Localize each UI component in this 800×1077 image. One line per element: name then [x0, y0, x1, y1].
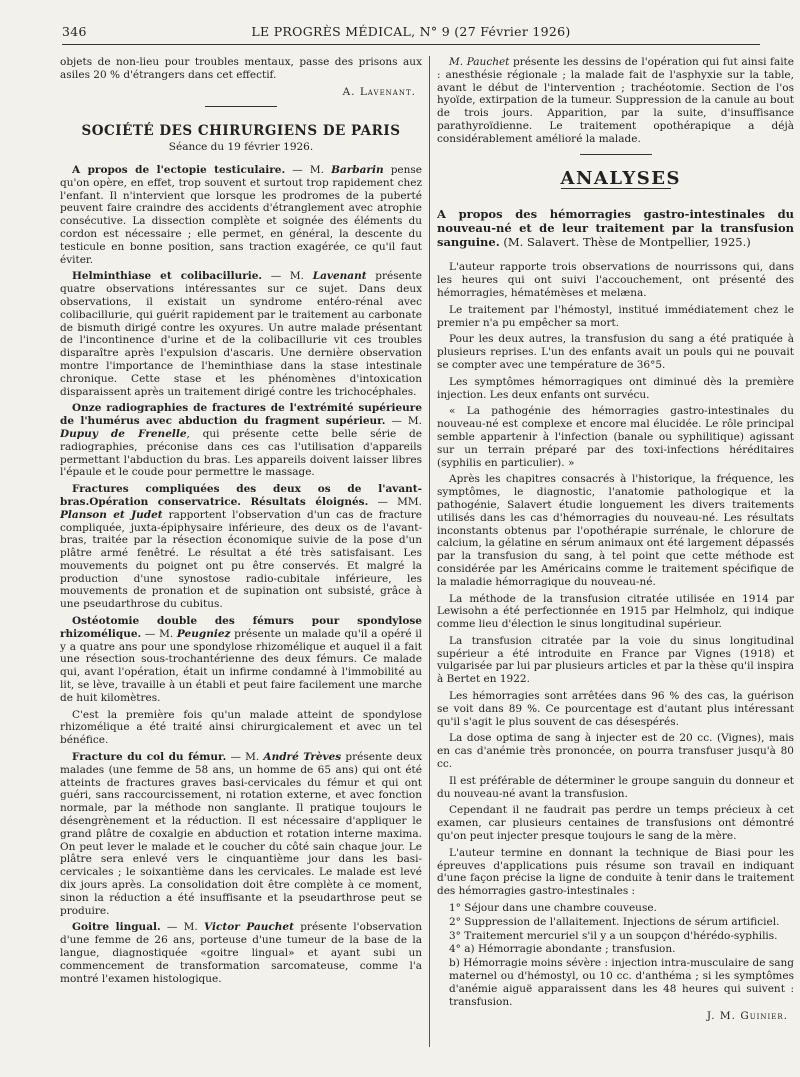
report-goitre: Goitre lingual. — M. Victor Pauchet présente l'observation d'une femme de 26 ans, porteuse d'une tumeur de la base de la langue, diagnostiquée «goitre lingual» et ayant subi un commencement de transformation sarcomateuse, comme l'a montré l'examen histologique.: [60, 921, 422, 985]
paragraph: Pour les deux autres, la transfusion du sang a été pratiquée à plusieurs reprises. L'un des enfants avait un pouls qui ne pouvait se compter avec une température de 36°5.: [437, 333, 794, 371]
report-title: Ostéotomie double des fémurs pour spondylose rhizomélique.: [60, 615, 422, 640]
session-date: Séance du 19 février 1926.: [168, 141, 314, 154]
list-item: 2° Suppression de l'allaitement. Injections de sérum artificiel.: [449, 915, 780, 928]
report-helminthiase: Helminthiase et colibacillurie. — M. Lavenant présente quatre observations intéressantes sur ce sujet. Dans deux observations, il existait un syndrome entéro-rénal avec colibacillurie, qui guérit rapidement par le traitement au carbonate de bismuth dirigé contre les oxyures. Un autre malade présentant de l'incontinence d'urine et de la colibacillurie vit ces troubles disparaître après l'expulsion d'ascaris. Une dernière observation montre l'importance de l'heminthiase dans la stase intestinale chronique. Cette stase et les phénomènes d'intoxication disparaissent après un traitement dirigé contre les trichocéphales.: [60, 270, 422, 398]
report-title: Helminthiase et colibacillurie.: [72, 270, 263, 283]
section-title: SOCIÉTÉ DES CHIRURGIENS DE PARIS: [81, 123, 401, 140]
separator-rule: [580, 154, 652, 155]
paragraph: La méthode de la transfusion citratée utilisée en 1914 par Lewisohn a été perfectionnée en 1915 par Helmholz, qui indique comme lieu d'élection le sinus longitudinal supérieur.: [437, 592, 794, 631]
report-fractures-avant-bras: Fractures compliquées des deux os de l'avant-bras.Opération conservatrice. Résultats éloignés. — MM. Planson et Judet rapportent l'observation d'un cas de fracture compliquée, juxta-épiphysaire inférieure, des deux os de l'avant-bras, traitée par la résection économique suivie de la pose d'un plâtre armé fenêtré. Le résultat a été très satisfaisant. Les mouvements du poignet ont pu être conservés. Et malgré la production d'une synostose radio-cubitale inférieure, les mouvements de pronation et de supination ont subsisté, grâce à une pseudarthrose du cubitus.: [60, 483, 422, 611]
report-title: Fractures compliquées des deux os de l'avant-bras.Opération conservatrice. Résultats éloignés.: [60, 483, 422, 508]
report-title: Goitre lingual.: [72, 921, 161, 934]
column-rule: [429, 56, 430, 1047]
report-text: , qui présente cette belle série de radiographies, préconise dans ces cas l'utilisation d'appareils permettant l'abduction du bras. Les appareils doivent laisser libres l'épaule et le coude pour permettre le massage.: [60, 427, 422, 479]
report-text: pense qu'on opère, en effet, trop souvent et surtout trop rapidement chez l'enfant. Il n'intervient que lorsque les prodromes de la puberté peuvent faire craindre des accidents d'étranglement avec atrophie consécutive. La dissection complète et soignée des éléments du cordon est nécessaire ; elle permet, en général, la descente du testicule en bonne position, sans traction exagérée, ce qu'il faut éviter.: [60, 163, 422, 266]
paragraph: Après les chapitres consacrés à l'historique, la fréquence, les symptômes, le diagnostic, l'anatomie pathologique et la pathogénie, Salavert étudie longuement les divers traitements utilisés dans les cas d'hémorragies du nouveau-né. Les résultats inconstants obtenus par l'opothérapie surrénale, le chlorure de calcium, la gélatine en sérum animaux ont été largement dépassés par la transfusion du sang, à tel point que cette méthode est considérée par les Américains comme le traitement spécifique de la maladie hémorragique du nouveau-né.: [437, 473, 794, 588]
report-title: Fracture du col du fémur.: [72, 751, 227, 764]
author-name: Barbarin: [331, 163, 384, 176]
continued-paragraph: objets de non-lieu pour troubles mentaux, passe des prisons aux asiles 20 % d'étrangers dans cet effectif.: [60, 56, 422, 81]
report-text: présente l'observation d'une femme de 26 ans, porteuse d'une tumeur de la base de la langue, diagnostiquée «goitre lingual» et ayant subi un commencement de transformation sarcomateuse, comme l'a montré l'examen histologique.: [60, 921, 422, 985]
right-column: [437, 56, 794, 1047]
paragraph: Les symptômes hémorragiques ont diminué dès la première injection. Les deux enfants ont survécu.: [437, 375, 794, 401]
report-text: présente quatre observations intéressantes sur ce sujet. Dans deux observations, il existait un syndrome entéro-rénal avec colibacillurie, qui guérit rapidement par le traitement au carbonate de bismuth dirigé contre les oxyures. Un autre malade présentant de l'incontinence d'urine et de la colibacillurie vit ces troubles disparaître après l'expulsion d'ascaris. Une dernière observation montre l'importance de l'heminthiase dans la stase intestinale chronique. Cette stase et les phénomènes d'intoxication disparaissent après un traitement dirigé contre les trichocéphales.: [60, 270, 422, 398]
report-text: présente deux malades (une femme de 58 ans, un homme de 65 ans) qui ont été atteints de fractures graves basi-cervicales du fémur et qui ont guéri, sans raccourcissement, ni rotation externe, et avec fonction normale, par la méthode non sanglante. Il pratique toujours le désengrènement et la réduction. Il est nécessaire d'appliquer le grand plâtre de coxalgie en abduction et rotation interne maxima. On peut lever le malade et le coucher du côté sain chaque jour. Le plâtre sera enlevé vers le cinquantième jour dans les basi-cervicales ; le soixantième dans les cervicales. Le malade est levé dix jours après. La consolidation doit être complète à ce moment, sinon la réduction a été insuffisante et la pseudarthrose peut se produire.: [60, 751, 422, 917]
report-osteotomie: Ostéotomie double des fémurs pour spondylose rhizomélique. — M. Peugniez présente un malade qu'il a opéré il y a quatre ans pour une spondylose rhizomélique et auquel il a fait une résection sous-trochantérienne des deux fémurs. Ce malade qui, avant l'opération, était un infirme condamné à l'immobilité au lit, se lève, travaille à un établi et peut faire facilement une marche de huit kilomètres. C'est la première fois qu'un malade atteint de spondylose rhizomélique a été traité ainsi chirurgicalement et avec un tel bénéfice.: [60, 615, 422, 747]
paragraph: L'auteur termine en donnant la technique de Biasi pour les épreuves d'applications puis résume son travail en indiquant d'une façon précise la ligne de conduite à tenir dans le traitement des hémorragies gastro-intestinales :: [437, 846, 794, 898]
section-heading-analyses: ANALYSES: [560, 167, 681, 189]
running-title: LE PROGRÈS MÉDICAL, N° 9 (27 Février 1926): [251, 24, 571, 39]
report-extra: C'est la première fois qu'un malade atteint de spondylose rhizomélique a été traité ainsi chirurgicalement et avec un tel bénéfice.: [60, 708, 422, 747]
report-title: Onze radiographies de fractures de l'extrémité supérieure de l'humérus avec abduction du fragment supérieur.: [60, 402, 422, 428]
paragraph: La transfusion citratée par la voie du sinus longitudinal supérieur a été introduite en France par Vignes (1918) et vulgarisée par lui par plusieurs articles et par la thèse qu'il inspira à Bertet en 1922.: [437, 634, 794, 686]
page-number: 346: [62, 24, 87, 39]
paragraph: Il est préférable de déterminer le groupe sanguin du donneur et du nouveau-né avant la transfusion.: [437, 774, 794, 800]
author-name: Planson et Judet: [60, 508, 163, 521]
author-name: André Trèves: [263, 751, 342, 764]
list-item: 4° a) Hémorragie abondante ; transfusion.: [449, 943, 676, 956]
list-item: 1° Séjour dans une chambre couveuse.: [449, 902, 657, 915]
separator-rule: [205, 106, 277, 107]
paragraph: Les hémorragies sont arrêtées dans 96 % des cas, la guérison se voit dans 89 %. Ce pourcentage est d'autant plus intéressant qu'il s'agit le plus souvent de cas désespérés.: [437, 690, 794, 728]
paragraph: « La pathogénie des hémorragies gastro-intestinales du nouveau-né est complexe et encore mal élucidée. Le rôle principal semble appartenir à l'infection (banale ou syphilitique) agissant sur un terrain préparé par des toxi-infections héréditaires (syphilis en particulier). »: [437, 405, 794, 469]
author-name: Lavenant: [312, 270, 367, 283]
article-body: [437, 261, 794, 898]
report-text: rapportent l'observation d'un cas de fracture compliquée, juxta-épiphysaire inférieure, des deux os de l'avant-bras, traitée par la résection économique suivie de la pose d'un plâtre armé fenêtré. Le résultat a été très satisfaisant. Les mouvements du poignet ont pu être conservés. Et malgré la production d'une synostose radio-cubitale inférieure, les mouvements de pronation et de supination ont subsisté, grâce à une pseudarthrose du cubitus.: [60, 508, 422, 611]
paragraph: Le traitement par l'hémostyl, institué immédiatement chez le premier n'a pu empêcher sa mort.: [437, 303, 794, 329]
continued-paragraph: présente les dessins de l'opération qui fut ainsi faite : anesthésie régionale ; la malade fait de l'asphyxie sur la table, avant le début de l'intervention ; trachéotomie. Section de l'os hyoïde, extirpation de la tumeur. Suppression de la canule au bout de trois jours. Apparition, par la suite, d'insuffisance parathyroïdienne. Le traitement opothérapique a déjà considérablement amélioré la malade.: [437, 56, 794, 145]
paragraph: Cependant il ne faudrait pas perdre un temps précieux à cet examen, car plusieurs centaines de transfusions ont démontré qu'on peut injecter presque toujours le sang de la mère.: [437, 804, 794, 843]
report-col-femur: Fracture du col du fémur. — M. André Trèves présente deux malades (une femme de 58 ans, un homme de 65 ans) qui ont été atteints de fractures graves basi-cervicales du fémur et qui ont guéri, sans raccourcissement, ni rotation externe, et avec fonction normale, par la méthode non sanglante. Il pratique toujours le désengrènement et la réduction. Il est nécessaire d'appliquer le grand plâtre de coxalgie en abduction et rotation interne maxima. On peut lever le malade et le coucher du côté sain chaque jour. Le plâtre sera enlevé vers le cinquantième jour dans les basi-cervicales ; le soixantième dans les cervicales. Le malade est levé dix jours après. La consolidation doit être complète à ce moment, sinon la réduction a été insuffisante et la pseudarthrose peut se produire.: [60, 751, 422, 917]
author-name: Dupuy de Frenelle: [60, 427, 187, 440]
paragraph: L'auteur rapporte trois observations de nourrissons qui, dans les heures qui ont suivi l'accouchement, ont présenté des hémorragies, hématémèses et melæna.: [437, 261, 794, 299]
left-column: [60, 56, 422, 1047]
list-item: b) Hémorragie moins sévère : injection intra-musculaire de sang maternel ou d'hémostyl, ou 10 cc. d'anthéma ; si les symptômes d'anémie aiguë apparaissent dans les 48 heures qui suivent : transfusion.: [449, 957, 794, 1008]
article-source: (M. Salavert. Thèse de Montpellier, 1925.): [499, 235, 751, 250]
report-title: A propos de l'ectopie testiculaire.: [72, 163, 286, 176]
signature-lavenant: A. Lavenant.: [342, 85, 416, 98]
signature-guinier: J. M. Guinier.: [706, 1010, 788, 1023]
report-ectopie: A propos de l'ectopie testiculaire. — M. Barbarin pense qu'on opère, en effet, trop souvent et surtout trop rapidement chez l'enfant. Il n'intervient que lorsque les prodromes de la puberté peuvent faire craindre des accidents d'étranglement avec atrophie consécutive. La dissection complète et soignée des éléments du cordon est nécessaire ; elle permet, en général, la descente du testicule en bonne position, sans traction exagérée, ce qu'il faut éviter.: [60, 163, 422, 266]
treatment-list: [437, 902, 794, 1008]
report-radiographies: Onze radiographies de fractures de l'extrémité supérieure de l'humérus avec abduction du fragment supérieur. — M. Dupuy de Frenelle, qui présente cette belle série de radiographies, préconise dans ces cas l'utilisation d'appareils permettant l'abduction du bras. Les appareils doivent laisser libres l'épaule et le coude pour permettre le massage.: [60, 402, 422, 479]
page-header: [62, 22, 760, 45]
author-name: Peugniez: [176, 627, 231, 640]
paragraph: La dose optima de sang à injecter est de 20 cc. (Vignes), mais en cas d'anémie très prononcée, on pourra transfuser jusqu'à 80 cc.: [437, 732, 794, 771]
author-name: M. Pauchet: [449, 56, 510, 68]
report-text: présente un malade qu'il a opéré il y a quatre ans pour une spondylose rhizomélique et auquel il a fait une résection sous-trochantérienne des deux fémurs. Ce malade qui, avant l'opération, était un infirme condamné à l'immobilité au lit, se lève, travaille à un établi et peut faire facilement une marche de huit kilomètres.: [60, 627, 422, 704]
author-name: Victor Pauchet: [204, 921, 294, 934]
article-title: A propos des hémorragies gastro-intestinales du nouveau-né et de leur traitement par la transfusion sanguine. (M. Salavert. Thèse de Montpellier, 1925.): [437, 207, 794, 250]
list-item: 3° Traitement mercuriel s'il y a un soupçon d'hérédo-syphilis.: [449, 929, 778, 942]
